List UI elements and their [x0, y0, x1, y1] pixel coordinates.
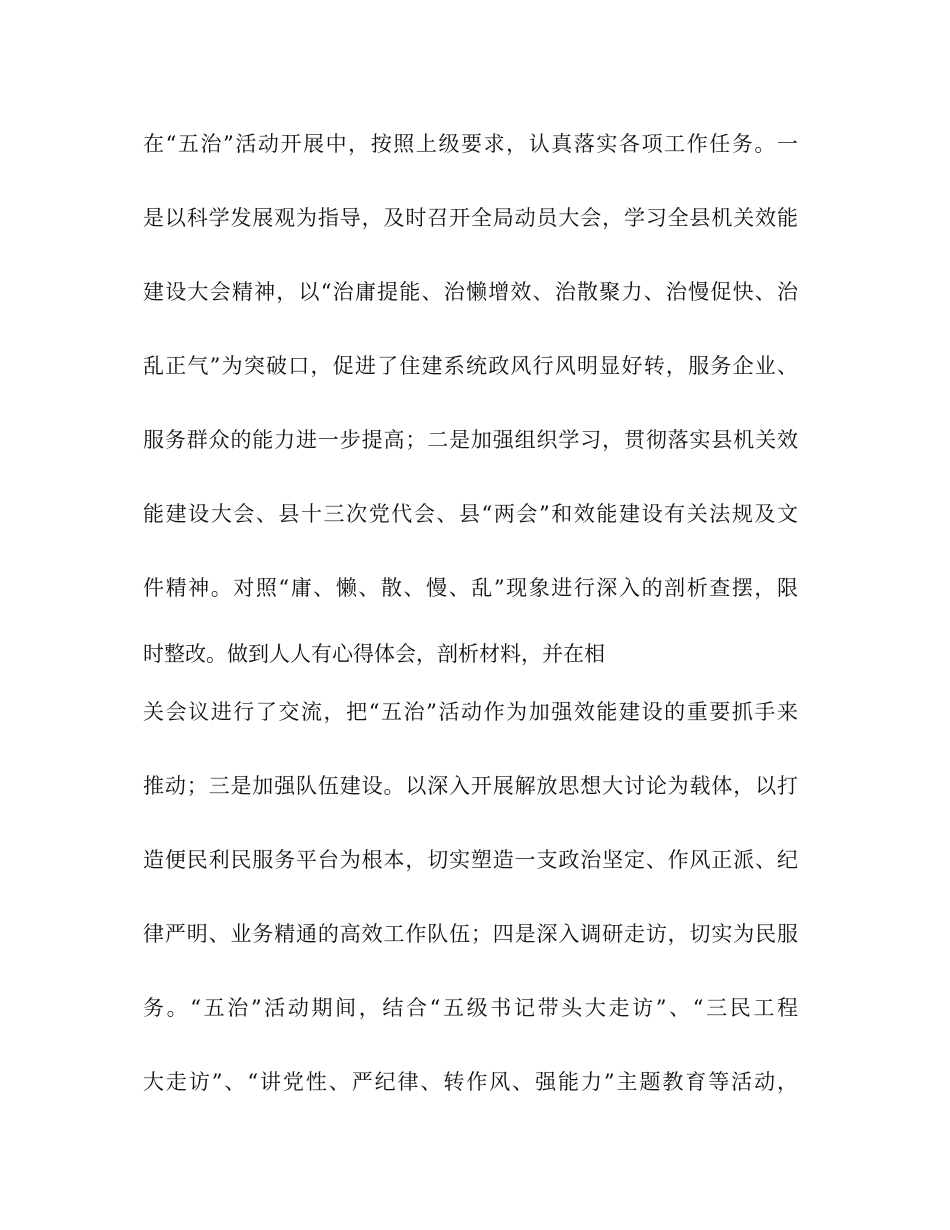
text-line-4: 乱正气”为突破口，促进了住建系统政风行风明显好转，服务企业、 [143, 354, 798, 378]
text-line-11: 造便民利民服务平台为根本，切实塑造一支政治坚定、作风正派、纪 [143, 848, 798, 872]
text-line-1: 在“五治”活动开展中，按照上级要求，认真落实各项工作任务。一 [143, 132, 798, 156]
text-line-10: 推动；三是加强队伍建设。以深入开展解放思想大讨论为载体，以打 [143, 774, 798, 798]
text-line-6: 能建设大会、县十三次党代会、县“两会”和效能建设有关法规及文 [143, 502, 798, 526]
text-line-7: 件精神。对照“庸、懒、散、慢、乱”现象进行深入的剖析查摆，限 [143, 576, 798, 600]
text-line-8: 时整改。做到人人有心得体会，剖析材料，并在相 [143, 642, 605, 666]
text-line-13: 务。“五治”活动期间，结合“五级书记带头大走访”、“三民工程 [143, 996, 798, 1020]
text-line-9: 关会议进行了交流，把“五治”活动作为加强效能建设的重要抓手来 [143, 700, 798, 724]
text-line-2: 是以科学发展观为指导，及时召开全局动员大会，学习全县机关效能 [143, 206, 798, 230]
text-line-12: 律严明、业务精通的高效工作队伍；四是深入调研走访，切实为民服 [143, 922, 798, 946]
text-line-14: 大走访”、“讲党性、严纪律、转作风、强能力”主题教育等活动， [143, 1070, 798, 1094]
text-line-3: 建设大会精神，以“治庸提能、治懒增效、治散聚力、治慢促快、治 [143, 280, 798, 304]
text-line-5: 服务群众的能力进一步提高；二是加强组织学习，贯彻落实县机关效 [143, 428, 798, 452]
